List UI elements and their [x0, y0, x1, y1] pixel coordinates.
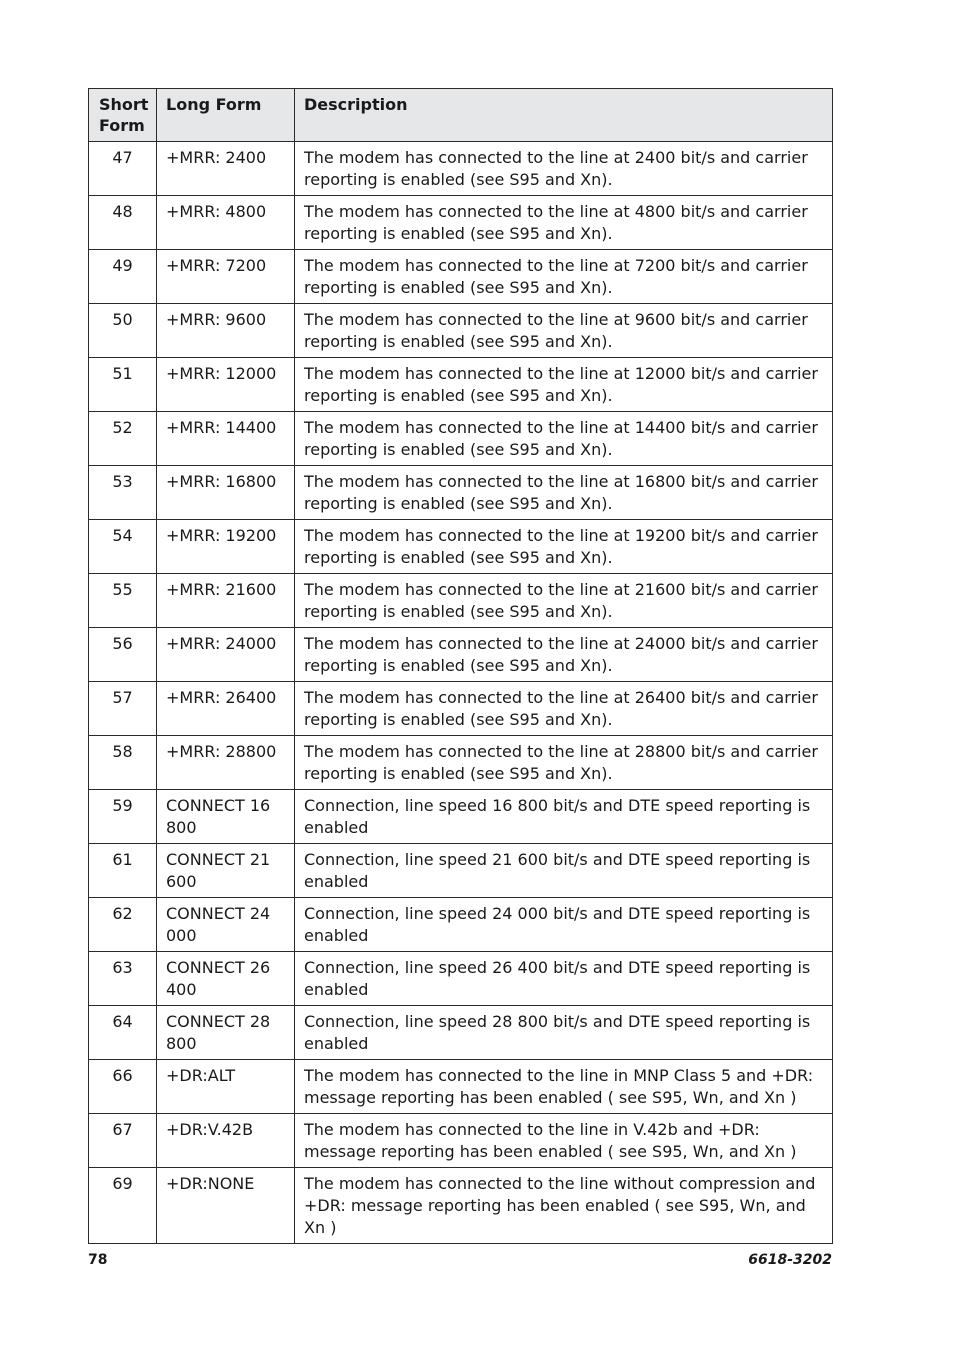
table-row [89, 466, 833, 520]
table-row [89, 196, 833, 250]
table-row [89, 142, 833, 196]
cell-short-form: 51 [89, 358, 157, 412]
cell-long-form: +DR:V.42B [157, 1114, 295, 1168]
table-row [89, 304, 833, 358]
cell-description: The modem has connected to the line at 4800 bit/s and carrier reporting is enabled (see S95 and Xn). [295, 196, 833, 250]
cell-long-form: +MRR: 26400 [157, 682, 295, 736]
result-codes-table [88, 88, 833, 1244]
cell-long-form: CONNECT 28 800 [157, 1006, 295, 1060]
cell-description: Connection, line speed 26 400 bit/s and DTE speed reporting is enabled [295, 952, 833, 1006]
cell-description: The modem has connected to the line without compression and +DR: message reporting has been enabled ( see S95, Wn, and Xn ) [295, 1168, 833, 1244]
cell-short-form: 52 [89, 412, 157, 466]
cell-long-form: +MRR: 28800 [157, 736, 295, 790]
cell-long-form: +MRR: 12000 [157, 358, 295, 412]
cell-long-form: +MRR: 7200 [157, 250, 295, 304]
cell-long-form: +MRR: 16800 [157, 466, 295, 520]
table-row [89, 736, 833, 790]
cell-short-form: 48 [89, 196, 157, 250]
cell-short-form: 49 [89, 250, 157, 304]
cell-long-form: +MRR: 2400 [157, 142, 295, 196]
cell-long-form: CONNECT 26 400 [157, 952, 295, 1006]
cell-short-form: 58 [89, 736, 157, 790]
cell-short-form: 57 [89, 682, 157, 736]
cell-long-form: CONNECT 21 600 [157, 844, 295, 898]
header-short-form: Short Form [89, 89, 157, 142]
table-row [89, 358, 833, 412]
table-row [89, 898, 833, 952]
cell-long-form: +DR:NONE [157, 1168, 295, 1244]
cell-description: Connection, line speed 16 800 bit/s and DTE speed reporting is enabled [295, 790, 833, 844]
cell-long-form: +MRR: 4800 [157, 196, 295, 250]
cell-description: The modem has connected to the line at 12000 bit/s and carrier reporting is enabled (see S95 and Xn). [295, 358, 833, 412]
cell-description: The modem has connected to the line at 19200 bit/s and carrier reporting is enabled (see S95 and Xn). [295, 520, 833, 574]
header-description: Description [295, 89, 833, 142]
table-header-row [89, 89, 833, 142]
table-row [89, 1168, 833, 1244]
cell-short-form: 69 [89, 1168, 157, 1244]
cell-long-form: +MRR: 24000 [157, 628, 295, 682]
cell-description: Connection, line speed 24 000 bit/s and DTE speed reporting is enabled [295, 898, 833, 952]
cell-short-form: 59 [89, 790, 157, 844]
cell-short-form: 54 [89, 520, 157, 574]
cell-short-form: 66 [89, 1060, 157, 1114]
table-row [89, 1060, 833, 1114]
cell-description: The modem has connected to the line at 24000 bit/s and carrier reporting is enabled (see S95 and Xn). [295, 628, 833, 682]
cell-long-form: CONNECT 24 000 [157, 898, 295, 952]
table-row [89, 520, 833, 574]
table-row [89, 1006, 833, 1060]
cell-description: The modem has connected to the line in V.42b and +DR: message reporting has been enabled ( see S95, Wn, and Xn ) [295, 1114, 833, 1168]
table-row [89, 412, 833, 466]
cell-short-form: 61 [89, 844, 157, 898]
cell-long-form: +MRR: 21600 [157, 574, 295, 628]
cell-description: The modem has connected to the line at 28800 bit/s and carrier reporting is enabled (see S95 and Xn). [295, 736, 833, 790]
cell-short-form: 56 [89, 628, 157, 682]
cell-description: The modem has connected to the line in MNP Class 5 and +DR: message reporting has been enabled ( see S95, Wn, and Xn ) [295, 1060, 833, 1114]
header-long-form: Long Form [157, 89, 295, 142]
cell-long-form: CONNECT 16 800 [157, 790, 295, 844]
table-row [89, 574, 833, 628]
table-row [89, 682, 833, 736]
cell-long-form: +MRR: 19200 [157, 520, 295, 574]
cell-long-form: +MRR: 9600 [157, 304, 295, 358]
cell-long-form: +MRR: 14400 [157, 412, 295, 466]
cell-short-form: 63 [89, 952, 157, 1006]
cell-short-form: 62 [89, 898, 157, 952]
cell-long-form: +DR:ALT [157, 1060, 295, 1114]
page-number: 78 [88, 1252, 108, 1268]
table-row [89, 952, 833, 1006]
cell-description: The modem has connected to the line at 2400 bit/s and carrier reporting is enabled (see S95 and Xn). [295, 142, 833, 196]
cell-short-form: 55 [89, 574, 157, 628]
cell-description: The modem has connected to the line at 16800 bit/s and carrier reporting is enabled (see S95 and Xn). [295, 466, 833, 520]
cell-short-form: 67 [89, 1114, 157, 1168]
cell-short-form: 47 [89, 142, 157, 196]
cell-description: The modem has connected to the line at 14400 bit/s and carrier reporting is enabled (see S95 and Xn). [295, 412, 833, 466]
cell-description: The modem has connected to the line at 9600 bit/s and carrier reporting is enabled (see S95 and Xn). [295, 304, 833, 358]
cell-short-form: 64 [89, 1006, 157, 1060]
document-number: 6618-3202 [748, 1252, 832, 1268]
cell-short-form: 53 [89, 466, 157, 520]
cell-short-form: 50 [89, 304, 157, 358]
table-row [89, 250, 833, 304]
table-row [89, 790, 833, 844]
cell-description: Connection, line speed 21 600 bit/s and DTE speed reporting is enabled [295, 844, 833, 898]
cell-description: The modem has connected to the line at 26400 bit/s and carrier reporting is enabled (see S95 and Xn). [295, 682, 833, 736]
cell-description: The modem has connected to the line at 21600 bit/s and carrier reporting is enabled (see S95 and Xn). [295, 574, 833, 628]
cell-description: Connection, line speed 28 800 bit/s and DTE speed reporting is enabled [295, 1006, 833, 1060]
table-row [89, 844, 833, 898]
cell-description: The modem has connected to the line at 7200 bit/s and carrier reporting is enabled (see S95 and Xn). [295, 250, 833, 304]
table-row [89, 628, 833, 682]
table-body [89, 142, 833, 1244]
table-row [89, 1114, 833, 1168]
